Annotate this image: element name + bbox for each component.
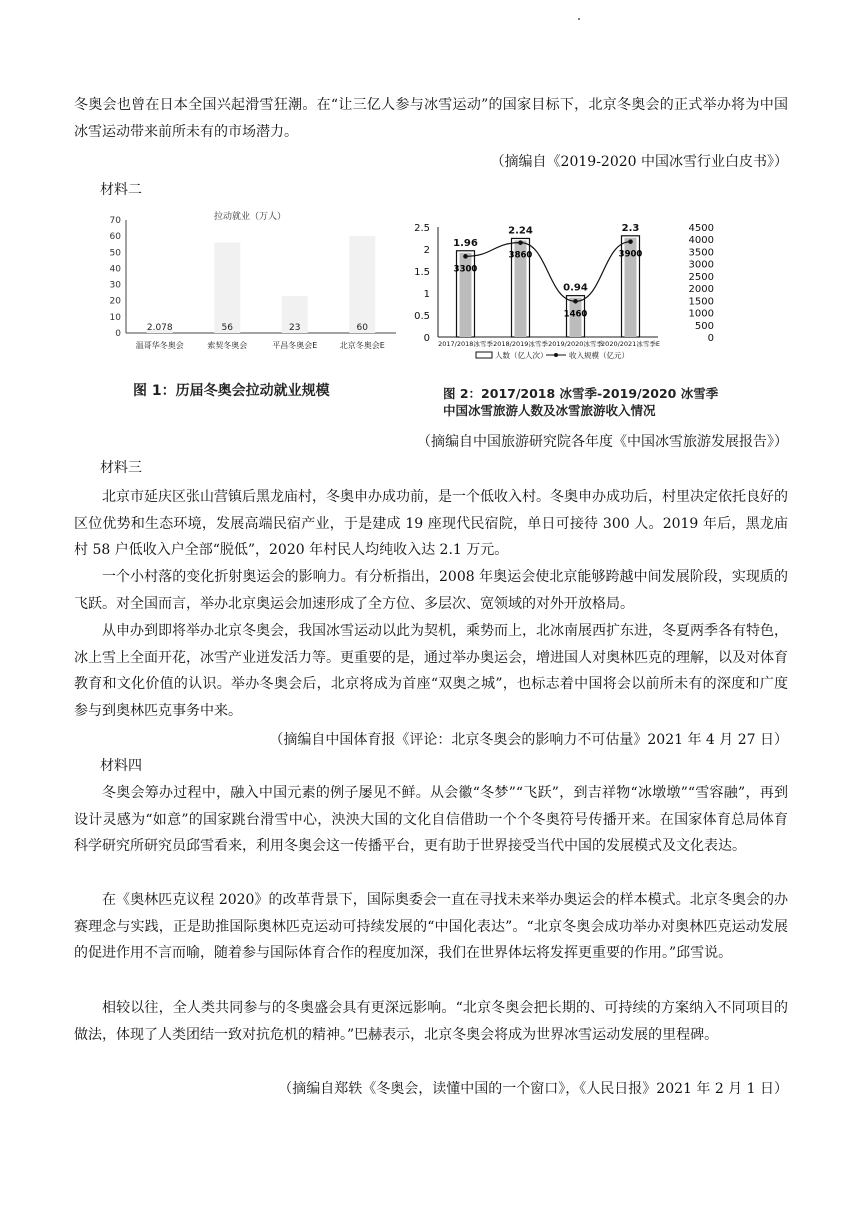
y-tick-label: 60: [109, 232, 121, 243]
right-tick-label: 2000: [688, 284, 714, 296]
y-tick-label: 10: [109, 312, 121, 323]
material-4-label: 材料四: [100, 758, 142, 774]
employment-chart: [100, 210, 400, 360]
legend-line-label: 收入规模（亿元）: [569, 351, 629, 360]
bar-value-label: 2.078: [146, 323, 173, 333]
source-1: （摘编自《2019-2020 中国冰雪行业白皮书》）: [490, 154, 788, 170]
x-category-label: 平昌冬奥会E: [272, 341, 318, 350]
right-tick-label: 1000: [688, 308, 714, 320]
m3-paragraph-1: 北京市延庆区张山营镇后黑龙庙村，冬奥申办成功前，是一个低收入村。冬奥申办成功后，村里决定依托良好的区位优势和生态环境，发展高端民宿产业，于是建成 19 座现代民宿院，单日可接待 300 人。2019 年后，黑龙庙村 58 户低收入户全部“脱低”，2020 年村民人均纯收入达 2.1 万元。: [74, 489, 788, 558]
right-tick-label: 2500: [688, 271, 714, 283]
y-tick-label: 70: [109, 216, 121, 226]
m4-paragraph-1: 冬奥会筹办过程中，融入中国元素的例子屡见不鲜。从会徽“冬梦”“飞跃”，到吉祥物“冰墩墩”“雪容融”，再到设计灵感为“如意”的国家跳台滑雪中心，泱泱大国的文化自信借助一个个冬奥符号传播开来。在国家体育总局体育科学研究所研究员邱雪看来，利用冬奥会这一传播平台，更有助于世界接受当代中国的发展模式及文化表达。: [74, 785, 788, 854]
legend-line-marker: [554, 353, 558, 357]
right-tick-label: 4500: [688, 223, 714, 234]
left-tick-label: 2.5: [414, 223, 430, 234]
right-tick-label: 4000: [688, 235, 714, 247]
m3-paragraph-3: 从申办到即将举办北京冬奥会，我国冰雪运动以此为契机，乘势而上，北冰南展西扩东进，冬夏两季各有特色，冰上雪上全面开花，冰雪产业迸发活力等。更重要的是，通过举办奥运会，增进国人对奥林匹克的理解，以及对体育教育和文化价值的认识。举办冬奥会后，北京将成为首座“双奥之城”，也标志着中国将会以前所未有的深度和广度参与到奥林匹克事务中来。: [74, 623, 788, 719]
chart2-caption-line1: 图 2：2017/2018 冰雪季-2019/2020 冰雪季: [443, 386, 719, 401]
chart-title: 拉动就业（万人）: [213, 212, 287, 222]
left-tick-label: 0.5: [414, 311, 430, 322]
material-2-label: 材料二: [100, 182, 142, 198]
m4-paragraph-2: 在《奥林匹克议程 2020》的改革背景下，国际奥委会一直在寻找未来举办奥运会的样本模式。北京冬奥会的办赛理念与实践，正是助推国际奥林匹克运动可持续发展的“中国化表达”。“北京冬奥会成功举办对奥林匹克运动发展的促进作用不言而喻，随着参与国际体育合作的程度加深，我们在世界体坛将发挥更重要的作用。”邱雪说。: [74, 892, 788, 961]
left-tick-label: 2: [423, 245, 430, 256]
visitor-value-label: 1.96: [453, 237, 478, 249]
x-category-label: 温哥华冬奥会: [135, 341, 184, 350]
chart2-caption-line2: 中国冰雪旅游人数及冰雪旅游收入情况: [443, 403, 656, 418]
y-tick-label: 30: [109, 280, 121, 291]
revenue-point: [573, 299, 578, 304]
x-category-label: 2020/2021冰雪季E: [601, 340, 660, 348]
bar-value-label: 23: [289, 323, 301, 333]
revenue-value-label: 3860: [508, 250, 533, 261]
scan-dot: [578, 18, 580, 20]
m3-paragraph-2: 一个小村落的变化折射奥运会的影响力。有分析指出，2008 年奥运会使北京能够跨越中间发展阶段，实现质的飞跃。对全国而言，举办北京奥运会加速形成了全方位、多层次、宽领域的对外开放格局。: [74, 569, 788, 612]
right-tick-label: 3000: [688, 259, 714, 271]
m4-paragraph-3: 相较以往，全人类共同参与的冬奥盛会具有更深远影响。“北京冬奥会把长期的、可持续的方案纳入不同项目的做法，体现了人类团结一致对抗危机的精神。”巴赫表示，北京冬奥会将成为世界冰雪运动发展的里程碑。: [74, 1000, 788, 1043]
bar: [349, 236, 375, 333]
x-category-label: 2018/2019冰雪季: [493, 340, 548, 348]
legend-bar-label: 人数（亿人次）: [495, 351, 548, 360]
x-category-label: 北京冬奥会E: [339, 341, 385, 350]
bar-value-label: 56: [221, 323, 233, 333]
left-tick-label: 0: [423, 333, 430, 344]
revenue-value-label: 1460: [563, 309, 588, 320]
x-category-label: 2019/2020冰雪季: [548, 340, 603, 348]
right-tick-label: 0: [707, 333, 714, 344]
bar: [214, 243, 240, 333]
source-4: （摘编自郑轶《冬奥会，读懂中国的一个窗口》，《人民日报》2021 年 2 月 1 日）: [278, 1081, 788, 1097]
y-tick-label: 20: [109, 296, 121, 307]
intro-paragraph: 冬奥会也曾在日本全国兴起滑雪狂潮。在“让三亿人参与冰雪运动”的国家目标下，北京冬奥会的正式举办将为中国冰雪运动带来前所未有的市场潜力。: [74, 97, 788, 140]
right-tick-label: 3500: [688, 247, 714, 259]
visitor-value-label: 2.24: [508, 225, 533, 237]
chart1-caption: 图 1：历届冬奥会拉动就业规模: [133, 383, 330, 399]
revenue-value-label: 3900: [618, 249, 643, 260]
y-tick-label: 50: [109, 248, 121, 259]
revenue-point: [628, 239, 633, 244]
visitor-value-label: 2.3: [621, 222, 640, 234]
revenue-point: [463, 254, 468, 259]
x-category-label: 索契冬奥会: [207, 341, 248, 350]
tourism-chart: [400, 215, 720, 380]
material-3-label: 材料三: [100, 460, 142, 476]
revenue-line: [466, 242, 631, 302]
right-tick-label: 1500: [688, 296, 714, 308]
revenue-value-label: 3300: [453, 264, 478, 275]
y-tick-label: 0: [115, 329, 121, 339]
left-tick-label: 1: [423, 289, 430, 300]
y-tick-label: 40: [109, 264, 121, 275]
revenue-point: [518, 240, 523, 245]
legend-bar-swatch: [476, 352, 492, 358]
source-3: （摘编自中国体育报《评论：北京冬奥会的影响力不可估量》2021 年 4 月 27 日）: [269, 732, 788, 748]
bar-value-label: 60: [356, 323, 368, 333]
x-category-label: 2017/2018冰雪季: [438, 340, 493, 348]
right-tick-label: 500: [694, 320, 714, 332]
left-tick-label: 1.5: [414, 267, 430, 278]
source-2: （摘编自中国旅游研究院各年度《中国冰雪旅游发展报告》）: [417, 434, 788, 450]
visitor-value-label: 0.94: [563, 282, 588, 294]
